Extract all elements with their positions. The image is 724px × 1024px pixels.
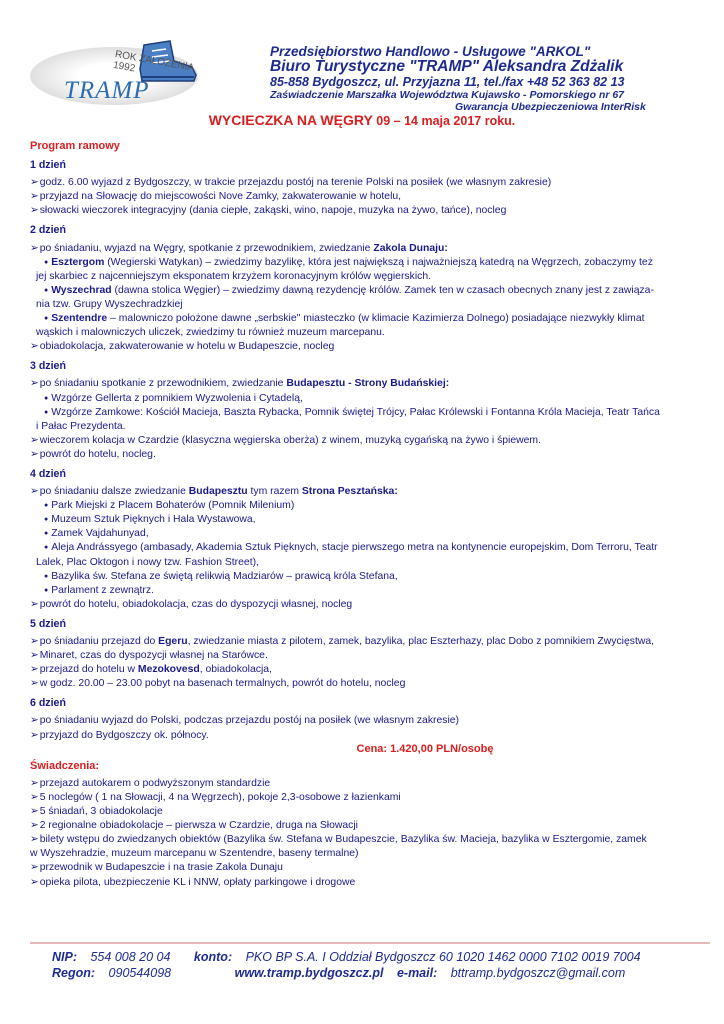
- services-heading: Świadczenia:: [30, 759, 100, 772]
- nip-label: NIP:: [52, 950, 77, 964]
- line-text: Wzgórze Gellerta z pomnikiem Wyzwolenia i Cytadelą,: [51, 392, 303, 404]
- program-line: [30, 729, 700, 743]
- program-line: [30, 204, 700, 218]
- day-heading: 3 dzień: [30, 360, 66, 373]
- line-bold-text: Budapesztu: [188, 486, 248, 498]
- line-text: – malowniczo położone dawne „serbskie" miasteczko (w klimacie Kazimierza Dolnego) posiadające niezwykły klimat: [107, 313, 645, 325]
- address: 85-858 Bydgoszcz, ul. Przyjazna 11, tel./fax +48 52 363 82 13: [270, 75, 625, 89]
- line-continuation: w Wyszehradzie, muzeum marcepanu w Szentendre, baseny termalne): [30, 848, 359, 860]
- footer-line-1: [52, 950, 661, 964]
- bullet-icon: ●: [44, 530, 51, 538]
- line-continuation: nia tzw. Grupy Wyszechradzkiej: [36, 298, 183, 310]
- email-label: e-mail:: [396, 966, 438, 980]
- arrow-bullet-icon: ➢: [30, 598, 39, 610]
- days-list: [30, 158, 700, 743]
- website-link[interactable]: www.tramp.bydgoszcz.pl: [234, 966, 384, 980]
- price: Cena: 1.420,00 PLN/osobę: [356, 742, 494, 755]
- line-bold-text: Mezokovesd: [137, 664, 200, 676]
- line-text: wieczorem kolacja w Czardzie (klasyczna węgierska oberża) z winem, muzyką cygańską na żywo i śpiewem.: [39, 434, 541, 446]
- line-text: przewodnik w Budapeszcie i na trasie Zakola Dunaju: [39, 862, 283, 874]
- program-line: [30, 570, 700, 584]
- arrow-bullet-icon: ➢: [30, 205, 39, 217]
- bullet-icon: ●: [44, 286, 51, 294]
- program-line: [30, 499, 700, 513]
- line-text: Muzeum Sztuk Pięknych i Hala Wystawowa,: [51, 514, 256, 526]
- line-bold-text: Egeru: [158, 636, 188, 647]
- program-line: [30, 377, 700, 391]
- regon-value: 090544098: [108, 966, 172, 980]
- certificate-line: Zaświadczenie Marszałka Województwa Kujawsko - Pomorskiego nr 67: [270, 89, 624, 101]
- arrow-bullet-icon: ➢: [30, 862, 39, 874]
- line-text: przejazd autokarem o podwyższonym standardzie: [39, 777, 271, 789]
- arrow-bullet-icon: ➢: [30, 834, 39, 846]
- arrow-bullet-icon: ➢: [30, 434, 39, 446]
- line-text: Minaret, czas do dyspozycji własnej na Starówce.: [39, 650, 268, 662]
- line-text: opieka pilota, ubezpieczenie KL i NNW, opłaty parkingowe i drogowe: [39, 876, 356, 888]
- bullet-icon: ●: [44, 315, 51, 323]
- day-heading: 1 dzień: [30, 159, 66, 172]
- program-line: [30, 392, 700, 406]
- program-line: [30, 663, 700, 677]
- letterhead: [0, 0, 724, 112]
- program-line: [30, 284, 700, 298]
- line-text: godz. 6.00 wyjazd z Bydgoszczy, w trakcie przejazdu postój na terenie Polski na posiłek (we własnym zakresie): [39, 177, 552, 189]
- bullet-icon: ●: [44, 502, 51, 510]
- program-line: [30, 635, 700, 649]
- insurance-line: Gwarancja Ubezpieczeniowa InterRisk: [455, 101, 646, 113]
- program-line: [30, 541, 700, 555]
- line-continuation: i Pałac Prezydenta.: [36, 420, 126, 432]
- arrow-bullet-icon: ➢: [30, 678, 39, 690]
- program-line: [30, 312, 700, 326]
- logo-wordmark: TRAMP: [64, 77, 150, 104]
- line-bold-text: Zakola Dunaju:: [373, 242, 448, 254]
- arrow-bullet-icon: ➢: [30, 341, 39, 353]
- trip-title: WYCIECZKA NA WĘGRY: [208, 112, 373, 128]
- program-line: [30, 176, 700, 190]
- line-text: powrót do hotelu, nocleg.: [39, 448, 156, 460]
- arrow-bullet-icon: ➢: [30, 729, 39, 741]
- tramp-logo: [30, 43, 200, 107]
- service-item: [30, 833, 700, 847]
- line-bold-text: Szentendre: [51, 313, 108, 325]
- line-text: Wzgórze Zamkowe: Kościół Macieja, Baszta Rybacka, Pomnik świętej Trójcy, Pałac Królewski i Fontanna Króla Macieja, Teatr Tańca: [51, 406, 660, 418]
- line-text: Bazylika św. Stefana ze świętą relikwią Madziarów – prawicą króla Stefana,: [51, 570, 398, 582]
- program-line: [30, 513, 700, 527]
- line-continuation: jej skarbiec z najcenniejszym eksponatem krzyżem koronacyjnym królów węgierskich.: [36, 270, 431, 282]
- page-title: [0, 112, 724, 130]
- program-line: [30, 527, 700, 541]
- arrow-bullet-icon: ➢: [30, 177, 39, 189]
- program-line: [30, 256, 700, 270]
- arrow-bullet-icon: ➢: [30, 820, 39, 832]
- program-line: [30, 598, 700, 612]
- service-item: [30, 819, 700, 833]
- day-heading: 5 dzień: [30, 617, 66, 630]
- day-heading: 6 dzień: [30, 697, 66, 710]
- program-line: [30, 584, 700, 598]
- line-text: 2 regionalne obiadokolacje – pierwsza w Czardzie, druga na Słowacji: [39, 820, 358, 832]
- line-text: w godz. 20.00 – 23.00 pobyt na basenach termalnych, powrót do hotelu, nocleg: [39, 678, 406, 690]
- service-item: [30, 791, 700, 805]
- line-text: powrót do hotelu, obiadokolacja, czas do dyspozycji własnej, nocleg: [39, 598, 353, 610]
- line-text: , zwiedzanie miasta z pilotem, zamek, bazylika, plac Eszterhazy, plac Dobo z pomnikiem Zwycięstwa,: [187, 636, 654, 647]
- line-bold-text: Wyszechrad: [51, 284, 112, 296]
- footer-divider: [30, 942, 710, 944]
- line-text: po śniadaniu przejazd do: [39, 636, 159, 647]
- line-text: Parlament z zewnątrz.: [51, 584, 154, 596]
- arrow-bullet-icon: ➢: [30, 448, 39, 460]
- line-bold-text: Strona Pesztańska:: [301, 486, 398, 498]
- arrow-bullet-icon: ➢: [30, 806, 39, 818]
- arrow-bullet-icon: ➢: [30, 378, 39, 390]
- bullet-icon: ●: [44, 394, 51, 402]
- footer-line-2: [52, 966, 645, 980]
- program-heading: Program ramowy: [30, 140, 120, 152]
- line-text: po śniadaniu spotkanie z przewodnikiem, zwiedzanie: [39, 378, 287, 390]
- agency-name: Biuro Turystyczne "TRAMP" Aleksandra Zdżalik: [270, 58, 624, 75]
- arrow-bullet-icon: ➢: [30, 650, 39, 662]
- logo-founded-text: ROK ZAŁOŻENIA 1992: [112, 49, 195, 75]
- arrow-bullet-icon: ➢: [30, 715, 39, 727]
- bullet-icon: ●: [44, 258, 51, 266]
- program-line: [30, 340, 700, 354]
- arrow-bullet-icon: ➢: [30, 777, 39, 789]
- service-item: [30, 861, 700, 875]
- account-value: PKO BP S.A. I Oddział Bydgoszcz 60 1020 1462 0000 7102 0019 7004: [245, 950, 641, 964]
- service-item: [30, 777, 700, 791]
- line-bold-text: Budapesztu - Strony Budańskiej:: [286, 378, 450, 390]
- arrow-bullet-icon: ➢: [30, 876, 39, 888]
- arrow-bullet-icon: ➢: [30, 242, 39, 254]
- line-text: (Wegierski Watykan) – zwiedzimy bazylikę, która jest największą i najważniejszą katedrą na Węgrzech, zobaczymy też: [104, 256, 653, 268]
- program-line: [30, 677, 700, 691]
- program-line: [30, 190, 700, 204]
- line-continuation: Lalek, Plac Oktogon i nowy tzw. Fashion Street),: [36, 556, 259, 568]
- line-text: obiadokolacja, zakwaterowanie w hotelu w Budapeszcie, nocleg: [39, 341, 335, 353]
- program-line: [30, 242, 700, 256]
- bullet-icon: ●: [44, 516, 51, 524]
- day-heading: 4 dzień: [30, 467, 66, 480]
- line-text: Zamek Vajdahunyad,: [51, 528, 149, 540]
- line-text: 5 śniadań, 3 obiadokolacje: [39, 806, 163, 818]
- line-text: Aleja Andrássyego (ambasady, Akademia Sztuk Pięknych, stacje pierwszego metra na kontynencie europejskim, Dom Terroru, Teatr: [51, 542, 658, 554]
- line-text: bilety wstępu do zwiedzanych obiektów (Bazylika św. Stefana w Budapeszcie, Bazylika św. Macieja, bazylika w Esztergomie, zamek: [39, 834, 647, 846]
- bullet-icon: ●: [44, 408, 51, 416]
- arrow-bullet-icon: ➢: [30, 636, 39, 647]
- program-line: [30, 448, 700, 462]
- program-line: [30, 406, 700, 420]
- arrow-bullet-icon: ➢: [30, 191, 39, 203]
- bullet-icon: ●: [44, 572, 51, 580]
- day-heading: 2 dzień: [30, 224, 66, 237]
- program-content: [30, 136, 700, 890]
- program-line: [30, 714, 700, 728]
- line-continuation: wąskich i malowniczych uliczek, zwiedzimy tu również muzeum marcepanu.: [36, 327, 385, 339]
- bullet-icon: ●: [44, 586, 51, 594]
- line-text: po śniadaniu, wyjazd na Węgry, spotkanie z przewodnikiem, zwiedzanie: [39, 242, 374, 254]
- line-bold-text: Esztergom: [51, 256, 105, 268]
- services-list: [30, 777, 700, 890]
- arrow-bullet-icon: ➢: [30, 664, 39, 676]
- program-line: [30, 649, 700, 663]
- line-text: słowacki wieczorek integracyjny (dania ciepłe, zakąski, wino, napoje, muzyka na żywo, tańce), nocleg: [39, 205, 507, 217]
- line-text: po śniadaniu dalsze zwiedzanie: [39, 486, 189, 498]
- service-item: [30, 805, 700, 819]
- program-line: [30, 434, 700, 448]
- service-item: [30, 876, 700, 890]
- line-text: 5 noclegów ( 1 na Słowacji, 4 na Węgrzech), pokoje 2,3-osobowe z łazienkami: [39, 791, 401, 803]
- line-text: przyjazd do Bydgoszczy ok. północy.: [39, 729, 209, 741]
- nip-value: 554 008 20 04: [90, 950, 171, 964]
- regon-label: Regon:: [52, 966, 96, 980]
- company-name: Przedsiębiorstwo Handlowo - Usługowe "ARKOL": [270, 44, 591, 59]
- arrow-bullet-icon: ➢: [30, 486, 39, 498]
- line-text: tym razem: [247, 486, 302, 498]
- line-text: , obiadokolacja,: [199, 664, 272, 676]
- account-label: konto:: [193, 950, 233, 964]
- line-text: po śniadaniu wyjazd do Polski, podczas przejazdu postój na posiłek (we własnym zakresie): [39, 715, 460, 727]
- line-text: przejazd do hotelu w: [39, 664, 138, 676]
- program-line: [30, 485, 700, 499]
- line-text: (dawna stolica Węgier) – zwiedzimy dawną rezydencję królów. Zamek ten w czasach obecnych znany jest z zawiąza-: [111, 284, 654, 296]
- email-link[interactable]: bttramp.bydgoszcz@gmail.com: [450, 966, 626, 980]
- bullet-icon: ●: [44, 544, 51, 552]
- trip-dates: 09 – 14 maja 2017 roku.: [372, 114, 516, 128]
- arrow-bullet-icon: ➢: [30, 791, 39, 803]
- line-text: Park Miejski z Placem Bohaterów (Pomnik Milenium): [51, 500, 295, 512]
- line-text: przyjazd na Słowację do miejscowości Nove Zamky, zakwaterowanie w hotelu,: [39, 191, 402, 203]
